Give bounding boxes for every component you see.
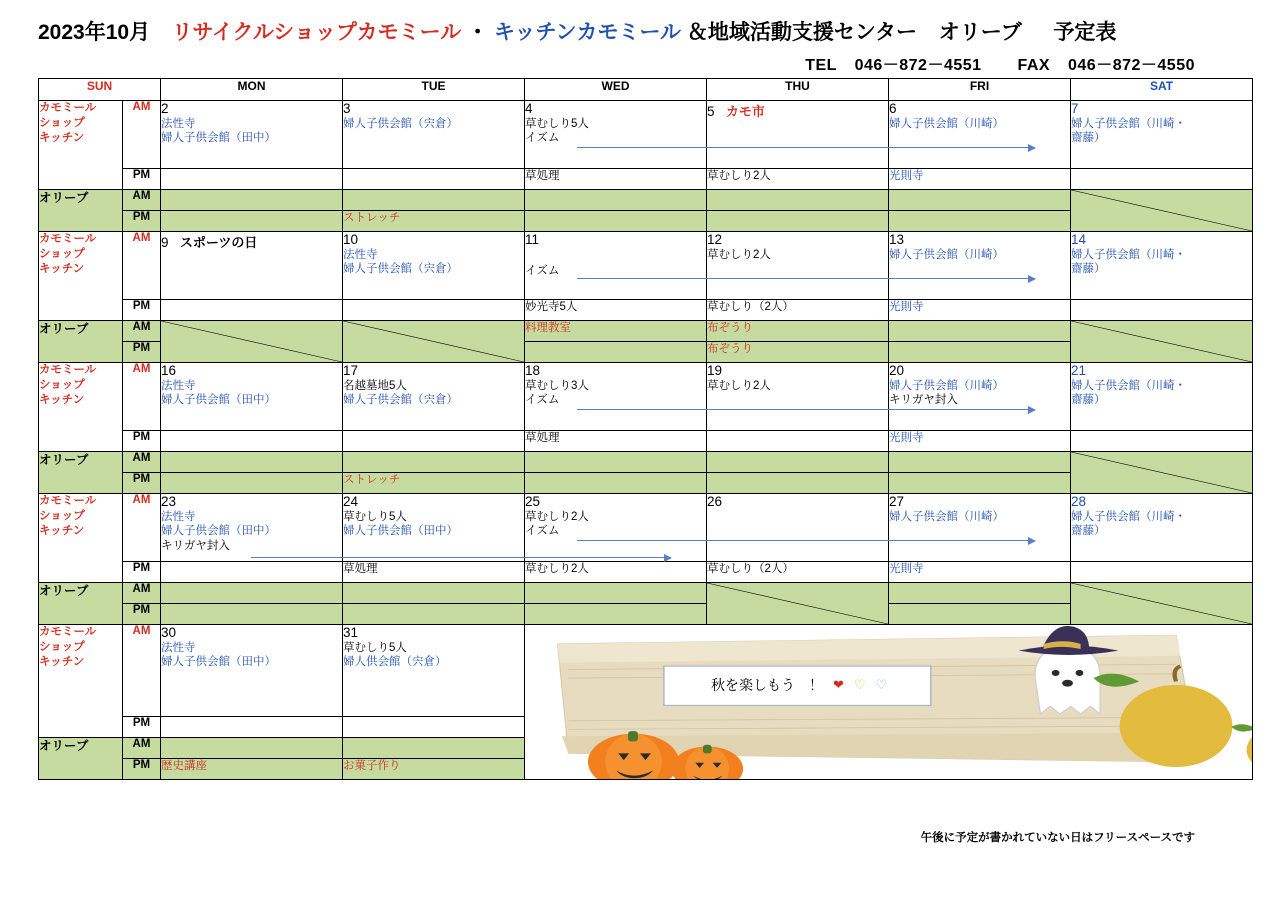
olive-cell[interactable] [525,604,707,625]
day-number: 13 [889,232,905,247]
pm-cell[interactable] [889,169,1071,190]
ampm-am-4: AM [123,494,161,562]
day-cell-26[interactable] [707,494,889,562]
pm-cell[interactable] [525,562,707,583]
pm-cell[interactable] [707,562,889,583]
title-org-olive: オリーブ [938,21,1022,44]
olive-cell[interactable] [161,190,343,211]
ampm-am-5: AM [123,625,161,717]
day-cell-7[interactable] [1071,101,1253,169]
label-line-1: カモミール [39,495,97,507]
day-number: 26 [707,494,723,509]
weekday-tue: TUE [343,79,525,101]
event: 草むしり（2人） [707,563,794,575]
row-label-kamomile-4 [39,494,123,583]
heart-icon-blue: ♡ [875,677,888,693]
week-4-kamomile-pm [39,562,1253,583]
event: 婦人子供会館（川崎・ [1071,379,1186,392]
label-line-3: キッチン [39,525,85,538]
pm-cell[interactable] [707,300,889,321]
pm-cell[interactable] [525,300,707,321]
olive-cell[interactable] [343,211,525,232]
event: 法性寺 [161,510,196,523]
title-org-kitchen: キッチンカモミール [493,21,682,44]
pm-cell[interactable] [343,431,525,452]
weekday-mon: MON [161,79,343,101]
ampm-pm-olive-3: PM [123,473,161,494]
olive-cell[interactable] [161,759,343,780]
weekday-sun: SUN [39,79,161,101]
title-separator: ・ [467,21,489,44]
event: 草むしり2人 [525,563,589,575]
ampm-am-olive-4: AM [123,583,161,604]
footnote: 午後に予定が書かれていない日はフリースペースです [920,832,1195,844]
row-label-olive-2: オリーブ [39,321,123,363]
day-number: 31 [343,625,359,640]
event: 草むしり5人 [343,510,407,523]
ampm-pm-olive-4: PM [123,604,161,625]
day-number: 3 [343,101,351,116]
seasonal-illustration [525,625,1253,780]
day-number: 12 [707,232,723,247]
label-line-3: キッチン [39,132,85,145]
title-month: 2023年10月 [38,21,151,44]
label-line-2: ショップ [39,379,85,392]
event: 草むしり5人 [343,641,407,654]
ampm-am-3: AM [123,363,161,431]
ampm-pm-olive-1: PM [123,211,161,232]
title-org-center: ＆地域活動支援センター [686,21,918,44]
olive-cell[interactable] [161,211,343,232]
pm-cell[interactable] [343,717,525,738]
heart-icon-red: ❤ [832,677,844,693]
day-cell-5[interactable] [707,101,889,169]
week-2-olive-am [39,321,1253,342]
weekday-thu: THU [707,79,889,101]
olive-cell[interactable] [343,473,525,494]
olive-cell[interactable] [525,321,707,342]
day-cell-20[interactable] [889,363,1071,431]
olive-cell[interactable] [525,583,707,604]
event: お菓子作り [343,760,401,772]
ampm-pm-olive-5: PM [123,759,161,780]
olive-cell[interactable] [343,190,525,211]
label-line-3: キッチン [39,263,85,276]
event: 婦人子供会館（田中） [161,525,276,538]
row-label-kamomile-3 [39,363,123,452]
day-cell-14[interactable] [1071,232,1253,300]
event: 法性寺 [161,379,196,392]
day-cell-24[interactable] [343,494,525,562]
day-number: 20 [889,363,905,378]
event: イズム [525,264,560,277]
olive-cell-unused [707,583,889,625]
pm-cell[interactable] [1071,300,1253,321]
event: 婦人子供会館（宍倉） [343,263,458,276]
day-number: 16 [161,363,177,378]
label-line-3: キッチン [39,656,85,669]
day-number: 17 [343,363,359,378]
day-number: 9 [161,235,169,250]
olive-cell[interactable] [343,738,525,759]
ampm-pm-2: PM [123,300,161,321]
ampm-am-olive-3: AM [123,452,161,473]
day-number: 14 [1071,232,1087,247]
ampm-pm-4: PM [123,562,161,583]
event: 婦人子供会館（川崎） [889,510,1004,523]
day-cell-6[interactable] [889,101,1071,169]
row-label-olive-5: オリーブ [39,738,123,780]
day-cell-17[interactable] [343,363,525,431]
olive-cell[interactable] [707,473,889,494]
event: 婦人子供会館（田中） [161,656,276,669]
event: 草むしり2人 [707,379,771,392]
fax-label: FAX [1017,57,1051,74]
row-label-kamomile-2 [39,232,123,321]
page-title [38,16,1116,46]
ampm-am-olive-5: AM [123,738,161,759]
row-label-kamomile-5 [39,625,123,738]
day-cell-31[interactable] [343,625,525,717]
olive-cell[interactable] [343,759,525,780]
label-line-3: キッチン [39,394,85,407]
day-number: 5 [707,104,715,119]
event: イズム [525,394,560,407]
day-number: 30 [161,625,177,640]
row-label-olive-3: オリーブ [39,452,123,494]
event: 光則寺 [889,563,924,575]
olive-cell-sat-unused [1071,583,1253,625]
day-number: 21 [1071,363,1087,378]
ampm-pm-5: PM [123,717,161,738]
weekday-fri: FRI [889,79,1071,101]
pm-cell[interactable] [343,300,525,321]
event: 妙光寺5人 [525,301,578,313]
label-line-2: ショップ [39,641,85,654]
weekday-header-row [39,79,1253,101]
week-1-olive-am [39,190,1253,211]
week-3-kamomile-am [39,363,1253,431]
pm-cell[interactable] [889,431,1071,452]
week-5-kamomile-am [39,625,1253,717]
event: 婦人子供会館（川崎） [889,379,1004,392]
event: 布ぞうり [707,322,753,334]
event: 草むしり2人 [707,170,771,182]
day-number: 24 [343,494,359,509]
pm-cell[interactable] [343,169,525,190]
pm-cell[interactable] [889,300,1071,321]
event: 草処理 [525,170,560,182]
event: 光則寺 [889,170,924,182]
day-number: 19 [707,363,723,378]
olive-cell[interactable] [525,211,707,232]
event: 法性寺 [343,248,378,261]
event: 草むしり5人 [525,117,589,130]
row-label-kamomile-1 [39,101,123,190]
event: 婦人子供会館（田中） [343,525,458,538]
ampm-pm-3: PM [123,431,161,452]
event: 齋藤） [1071,263,1106,276]
week-1-kamomile-pm [39,169,1253,190]
olive-cell[interactable] [525,452,707,473]
day-cell-12[interactable] [707,232,889,300]
event: 婦人子供会館（田中） [161,132,276,145]
olive-cell[interactable] [161,604,343,625]
pm-cell[interactable] [889,562,1071,583]
week-4-kamomile-am [39,494,1253,562]
pm-cell[interactable] [161,562,343,583]
olive-cell-sat-unused [1071,190,1253,232]
event: ストレッチ [343,474,401,486]
day-cell-9[interactable] [161,232,343,300]
olive-cell[interactable] [889,321,1071,342]
day-number: 4 [525,101,533,116]
event: 法性寺 [161,641,196,654]
olive-cell[interactable] [161,583,343,604]
event: キリガヤ封入 [889,394,958,407]
olive-cell[interactable] [161,452,343,473]
row-label-olive-4: オリーブ [39,583,123,625]
event: 婦人子供会館（田中） [161,394,276,407]
olive-cell[interactable] [889,604,1071,625]
event: 光則寺 [889,301,924,313]
ampm-pm-1: PM [123,169,161,190]
day-cell-23[interactable] [161,494,343,562]
pm-cell[interactable] [161,717,343,738]
weekday-sat: SAT [1071,79,1253,101]
pm-cell[interactable] [525,431,707,452]
olive-cell[interactable] [707,452,889,473]
week-4-olive-am [39,583,1253,604]
pm-cell[interactable] [1071,431,1253,452]
day-number: 11 [525,232,540,247]
day-cell-27[interactable] [889,494,1071,562]
label-line-1: カモミール [39,233,97,245]
pm-cell[interactable] [525,169,707,190]
holiday-label: カモ市 [725,104,765,119]
olive-cell-unused [161,321,343,363]
olive-cell[interactable] [889,342,1071,363]
pm-cell[interactable] [1071,169,1253,190]
heart-icon-yellow: ♡ [853,677,866,693]
ampm-am-olive-2: AM [123,321,161,342]
event: 婦人子供会館（川崎・ [1071,248,1186,261]
pm-cell[interactable] [707,431,889,452]
olive-cell[interactable] [525,342,707,363]
event: 布ぞうり [707,343,753,355]
contact-info [805,52,1195,75]
event: 婦人子供会館（川崎・ [1071,117,1186,130]
event: イズム [525,132,560,145]
day-number: 6 [889,101,897,116]
olive-cell[interactable] [889,211,1071,232]
olive-cell-unused [343,321,525,363]
day-cell-3[interactable] [343,101,525,169]
olive-cell[interactable] [889,452,1071,473]
event: 齋藤） [1071,525,1106,538]
olive-cell[interactable] [889,473,1071,494]
ampm-pm-olive-2: PM [123,342,161,363]
ampm-am-2: AM [123,232,161,300]
olive-cell-sat-unused [1071,452,1253,494]
day-cell-21[interactable] [1071,363,1253,431]
event: 名越墓地5人 [343,379,407,392]
pm-cell[interactable] [161,300,343,321]
event: 婦人子供会館（宍倉） [343,394,458,407]
olive-cell[interactable] [161,473,343,494]
event: 草むしり（2人） [707,301,794,313]
label-line-1: カモミール [39,364,97,376]
pm-cell[interactable] [1071,562,1253,583]
day-cell-10[interactable] [343,232,525,300]
day-cell-18[interactable] [525,363,707,431]
event: 婦人供会館（宍倉） [343,656,447,669]
pm-cell[interactable] [707,169,889,190]
tel-label: TEL [805,57,837,74]
event: 婦人子供会館（川崎） [889,117,1004,130]
day-number: 2 [161,101,169,116]
event: 光則寺 [889,432,924,444]
day-number: 28 [1071,494,1087,509]
olive-cell[interactable] [525,473,707,494]
illustration-sign [665,665,934,705]
event: 草むしり3人 [525,379,589,392]
day-cell-30[interactable] [161,625,343,717]
event: 婦人子供会館（川崎） [889,248,1004,261]
day-cell-28[interactable] [1071,494,1253,562]
pm-cell[interactable] [161,169,343,190]
holiday-label: スポーツの日 [179,235,258,250]
event: 歴史講座 [161,760,207,772]
event: 草処理 [525,432,560,444]
title-doc-type: 予定表 [1053,21,1117,44]
label-line-2: ショップ [39,117,85,130]
sign-text: 秋を楽しもう ！ [710,677,823,694]
day-number: 18 [525,363,541,378]
olive-cell[interactable] [707,342,889,363]
tel-number: 046－872－4551 [854,57,982,74]
label-line-1: カモミール [39,626,97,638]
week-2-kamomile-pm [39,300,1253,321]
row-label-olive-1: オリーブ [39,190,123,232]
event: 法性寺 [161,117,196,130]
title-org-recycle: リサイクルショップカモミール [171,21,462,44]
week-2-kamomile-am [39,232,1253,300]
day-cell-11[interactable] [525,232,707,300]
pm-cell[interactable] [343,562,525,583]
day-number: 10 [343,232,359,247]
olive-cell[interactable] [707,211,889,232]
event: 草むしり2人 [525,510,589,523]
day-cell-16[interactable] [161,363,343,431]
ampm-am-1: AM [123,101,161,169]
day-cell-2[interactable] [161,101,343,169]
pm-cell[interactable] [161,431,343,452]
day-number: 7 [1071,101,1079,116]
day-cell-4[interactable] [525,101,707,169]
olive-cell[interactable] [343,604,525,625]
week-3-kamomile-pm [39,431,1253,452]
day-number: 27 [889,494,905,509]
olive-cell[interactable] [707,321,889,342]
ampm-am-olive-1: AM [123,190,161,211]
event: イズム [525,525,560,538]
event: 齋藤） [1071,132,1106,145]
label-line-2: ショップ [39,248,85,261]
event: 婦人子供会館（川崎・ [1071,510,1186,523]
day-cell-25[interactable] [525,494,707,562]
event: 草むしり2人 [707,248,771,261]
day-number: 23 [161,494,177,509]
schedule-table [38,78,1253,780]
week-3-olive-am [39,452,1253,473]
event: ストレッチ [343,212,401,224]
olive-cell[interactable] [707,190,889,211]
label-line-1: カモミール [39,102,97,114]
day-number: 25 [525,494,541,509]
olive-cell[interactable] [889,190,1071,211]
olive-cell[interactable] [343,452,525,473]
olive-cell[interactable] [343,583,525,604]
event: 齋藤） [1071,394,1106,407]
event: 草処理 [343,563,378,575]
event: キリガヤ封入 [161,539,230,552]
olive-cell-sat-unused [1071,321,1253,363]
olive-cell[interactable] [525,190,707,211]
event: 料理教室 [525,322,571,334]
day-cell-13[interactable] [889,232,1071,300]
olive-cell[interactable] [889,583,1071,604]
fax-number: 046－872－4550 [1068,57,1195,74]
olive-cell[interactable] [161,738,343,759]
day-cell-19[interactable] [707,363,889,431]
event: 婦人子供会館（宍倉） [343,117,458,130]
week-1-kamomile-am [39,101,1253,169]
weekday-wed: WED [525,79,707,101]
label-line-2: ショップ [39,510,85,523]
